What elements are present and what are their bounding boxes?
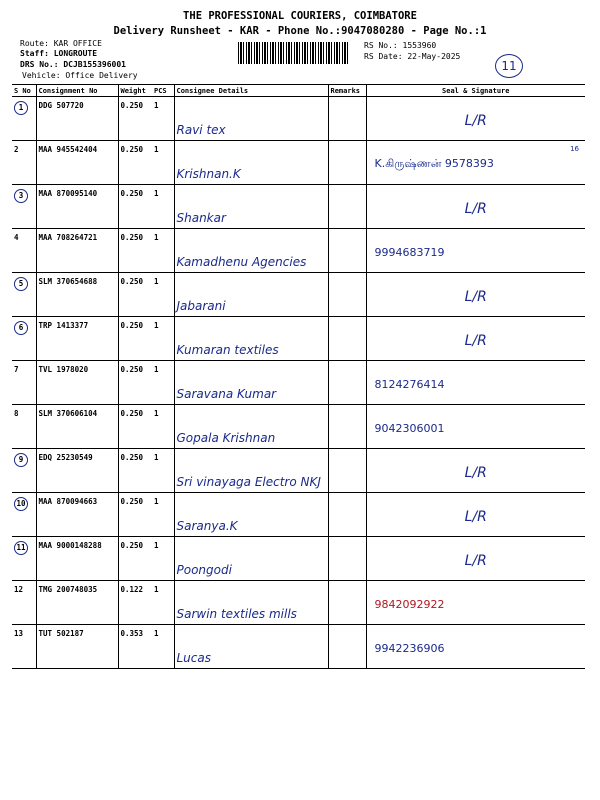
cell-weight — [118, 405, 152, 449]
cell-sno — [12, 493, 36, 537]
cell-weight — [118, 317, 152, 361]
cell-weight — [118, 449, 152, 493]
table-row — [12, 405, 585, 449]
cell-weight — [118, 581, 152, 625]
cell-weight-text: 0.250 — [120, 189, 144, 198]
cell-consignee — [174, 229, 328, 273]
cell-signature-text: 9994683719 — [374, 246, 445, 259]
cell-signature-text: 8124276414 — [374, 378, 445, 391]
cell-pcs — [152, 229, 174, 273]
cell-consignment-text: MAA 9000148288 — [38, 541, 102, 550]
cell-pcs — [152, 361, 174, 405]
cell-signature-text: L/R — [464, 508, 487, 525]
cell-pcs-text: 1 — [154, 497, 159, 506]
cell-sno — [12, 537, 36, 581]
cell-consignment-text: MAA 708264721 — [38, 233, 98, 242]
cell-signature — [366, 625, 585, 669]
cell-weight-text: 0.250 — [120, 365, 144, 374]
cell-signature — [366, 493, 585, 537]
table-row — [12, 185, 585, 229]
cell-consignee-text: Shankar — [176, 211, 226, 225]
cell-pcs-text: 1 — [154, 321, 159, 330]
cell-remarks — [328, 97, 366, 141]
cell-sno — [12, 625, 36, 669]
cell-consignment — [36, 625, 118, 669]
cell-signature-text: 9842092922 — [374, 598, 445, 611]
col-header-remarks: Remarks — [328, 85, 366, 97]
cell-signature-text: K.கிருஷ்ணன் 9578393 — [374, 157, 494, 170]
cell-weight-text: 0.250 — [120, 277, 144, 286]
cell-consignment — [36, 141, 118, 185]
cell-weight-text: 0.250 — [120, 541, 144, 550]
cell-sno — [12, 97, 36, 141]
cell-signature — [366, 141, 585, 185]
cell-signature — [366, 581, 585, 625]
cell-weight-text: 0.250 — [120, 145, 144, 154]
col-header-consignee: Consignee Details — [174, 85, 328, 97]
cell-consignee-text: Kumaran textiles — [176, 343, 279, 357]
cell-pcs-text: 1 — [154, 189, 159, 198]
cell-pcs-text: 1 — [154, 585, 159, 594]
cell-remarks — [328, 361, 366, 405]
staff-label: Staff: LONGROUTE — [20, 49, 98, 58]
cell-weight-text: 0.250 — [120, 101, 144, 110]
cell-consignment-text: DDG 507720 — [38, 101, 84, 110]
cell-remarks — [328, 537, 366, 581]
cell-pcs — [152, 141, 174, 185]
cell-consignment-text: EDQ 25230549 — [38, 453, 93, 462]
cell-signature — [366, 229, 585, 273]
cell-consignee — [174, 493, 328, 537]
cell-signature-text: L/R — [464, 288, 487, 305]
serial-number: 3 — [14, 189, 28, 203]
cell-consignee — [174, 273, 328, 317]
cell-consignment — [36, 361, 118, 405]
serial-number: 5 — [14, 277, 28, 291]
table-row — [12, 229, 585, 273]
table-row — [12, 625, 585, 669]
cell-consignee — [174, 405, 328, 449]
cell-consignment-text: MAA 870094663 — [38, 497, 98, 506]
table-header-row — [12, 85, 585, 97]
cell-pcs-text: 1 — [154, 101, 159, 110]
cell-weight-text: 0.250 — [120, 453, 144, 462]
cell-signature-text: L/R — [464, 200, 487, 217]
serial-number: 10 — [14, 497, 28, 511]
cell-consignee — [174, 449, 328, 493]
cell-sno — [12, 449, 36, 493]
cell-pcs-text: 1 — [154, 409, 159, 418]
cell-weight — [118, 493, 152, 537]
cell-signature — [366, 97, 585, 141]
table-row — [12, 141, 585, 185]
cell-pcs-text: 1 — [154, 629, 159, 638]
cell-weight-text: 0.250 — [120, 321, 144, 330]
cell-remarks — [328, 493, 366, 537]
serial-number: 12 — [14, 585, 24, 594]
cell-pcs-text: 1 — [154, 145, 159, 154]
cell-consignment — [36, 229, 118, 273]
table-row — [12, 97, 585, 141]
barcode — [238, 42, 350, 64]
cell-pcs-text: 1 — [154, 453, 159, 462]
serial-number: 13 — [14, 629, 24, 638]
vehicle-label: Vehicle: Office Delivery — [22, 71, 138, 80]
cell-signature — [366, 273, 585, 317]
cell-consignee — [174, 537, 328, 581]
cell-weight — [118, 537, 152, 581]
cell-weight — [118, 273, 152, 317]
table-row — [12, 273, 585, 317]
col-header-pcs: PCS — [152, 85, 174, 97]
cell-pcs-text: 1 — [154, 277, 159, 286]
col-header-consignment: Consignment No — [36, 85, 118, 97]
cell-consignment-text: SLM 370654688 — [38, 277, 98, 286]
cell-consignment — [36, 97, 118, 141]
rs-date: RS Date: 22-May-2025 — [364, 52, 461, 61]
cell-signature — [366, 185, 585, 229]
cell-weight-text: 0.250 — [120, 233, 144, 242]
cell-consignee — [174, 97, 328, 141]
serial-number: 8 — [14, 409, 19, 418]
cell-weight — [118, 229, 152, 273]
cell-signature — [366, 537, 585, 581]
cell-consignee — [174, 317, 328, 361]
cell-consignment — [36, 185, 118, 229]
cell-consignee — [174, 141, 328, 185]
table-row — [12, 493, 585, 537]
cell-sno — [12, 141, 36, 185]
cell-remarks — [328, 625, 366, 669]
cell-weight — [118, 625, 152, 669]
cell-consignee-text: Saranya.K — [176, 519, 238, 533]
cell-consignee-text: Gopala Krishnan — [176, 431, 276, 445]
cell-remarks — [328, 449, 366, 493]
cell-consignee — [174, 185, 328, 229]
cell-signature-text: 9042306001 — [374, 422, 445, 435]
cell-sno — [12, 229, 36, 273]
cell-consignment — [36, 405, 118, 449]
cell-weight-text: 0.250 — [120, 409, 144, 418]
cell-remarks — [328, 273, 366, 317]
cell-signature-text: L/R — [464, 552, 487, 569]
document-subtitle: Delivery Runsheet - KAR - Phone No.:9047080280 - Page No.:1 — [113, 25, 487, 37]
cell-signature — [366, 405, 585, 449]
cell-consignment — [36, 449, 118, 493]
signature-superscript: 16 — [570, 145, 579, 153]
cell-consignee-text: Kamadhenu Agencies — [176, 255, 307, 269]
cell-remarks — [328, 317, 366, 361]
cell-pcs — [152, 493, 174, 537]
serial-number: 1 — [14, 101, 28, 115]
col-header-weight: Weight — [118, 85, 152, 97]
cell-pcs — [152, 449, 174, 493]
rs-number: RS No.: 1553960 — [364, 41, 437, 50]
cell-weight-text: 0.250 — [120, 497, 144, 506]
cell-consignee — [174, 581, 328, 625]
serial-number: 11 — [14, 541, 28, 555]
document-title: THE PROFESSIONAL COURIERS, COIMBATORE — [183, 10, 417, 22]
cell-weight-text: 0.353 — [120, 629, 144, 638]
cell-consignee-text: Sarwin textiles mills — [176, 607, 297, 621]
cell-consignee-text: Ravi tex — [176, 123, 226, 137]
runsheet-table — [12, 84, 585, 669]
cell-signature-text: L/R — [464, 112, 487, 129]
cell-pcs — [152, 273, 174, 317]
cell-consignee-text: Poongodi — [176, 563, 232, 577]
cell-sno — [12, 361, 36, 405]
cell-pcs — [152, 97, 174, 141]
route-label: Route: KAR OFFICE — [20, 39, 102, 48]
cell-consignee — [174, 625, 328, 669]
cell-consignment-text: TMG 200748035 — [38, 585, 98, 594]
cell-sno — [12, 317, 36, 361]
cell-remarks — [328, 581, 366, 625]
col-header-sno: S No — [12, 85, 36, 97]
cell-sno — [12, 185, 36, 229]
cell-sno — [12, 405, 36, 449]
table-row — [12, 537, 585, 581]
col-header-signature: Seal & Signature — [366, 85, 585, 97]
cell-pcs-text: 1 — [154, 365, 159, 374]
serial-number: 7 — [14, 365, 19, 374]
cell-pcs — [152, 537, 174, 581]
cell-signature-text: L/R — [464, 464, 487, 481]
table-row — [12, 361, 585, 405]
cell-sno — [12, 273, 36, 317]
handwritten-circle-mark: 11 — [495, 54, 523, 78]
cell-consignee-text: Jabarani — [176, 299, 226, 313]
cell-consignment-text: MAA 945542404 — [38, 145, 98, 154]
cell-consignment-text: TVL 1978020 — [38, 365, 89, 374]
cell-consignee-text: Sri vinayaga Electro NKJ — [176, 475, 321, 489]
cell-signature-text: L/R — [464, 332, 487, 349]
cell-consignee — [174, 361, 328, 405]
cell-weight — [118, 141, 152, 185]
cell-pcs-text: 1 — [154, 233, 159, 242]
cell-weight — [118, 361, 152, 405]
cell-pcs — [152, 317, 174, 361]
table-row — [12, 449, 585, 493]
cell-consignment-text: SLM 370606104 — [38, 409, 98, 418]
cell-consignment — [36, 581, 118, 625]
cell-consignee-text: Lucas — [176, 651, 211, 665]
cell-pcs — [152, 581, 174, 625]
cell-signature-text: 9942236906 — [374, 642, 445, 655]
cell-consignment — [36, 317, 118, 361]
cell-consignment-text: TUT 502187 — [38, 629, 84, 638]
cell-signature — [366, 317, 585, 361]
cell-pcs — [152, 405, 174, 449]
serial-number: 9 — [14, 453, 28, 467]
cell-pcs — [152, 185, 174, 229]
cell-weight — [118, 97, 152, 141]
cell-consignee-text: Krishnan.K — [176, 167, 241, 181]
cell-consignment — [36, 493, 118, 537]
cell-consignment-text: MAA 870095140 — [38, 189, 98, 198]
cell-remarks — [328, 141, 366, 185]
cell-remarks — [328, 229, 366, 273]
cell-signature — [366, 361, 585, 405]
cell-weight-text: 0.122 — [120, 585, 144, 594]
cell-consignee-text: Saravana Kumar — [176, 387, 277, 401]
cell-pcs-text: 1 — [154, 541, 159, 550]
cell-consignment-text: TRP 1413377 — [38, 321, 89, 330]
cell-sno — [12, 581, 36, 625]
cell-signature — [366, 449, 585, 493]
serial-number: 4 — [14, 233, 19, 242]
serial-number: 6 — [14, 321, 28, 335]
cell-remarks — [328, 185, 366, 229]
drs-number: DRS No.: DCJB155396001 — [20, 60, 126, 69]
cell-pcs — [152, 625, 174, 669]
cell-weight — [118, 185, 152, 229]
cell-remarks — [328, 405, 366, 449]
table-row — [12, 581, 585, 625]
table-row — [12, 317, 585, 361]
cell-consignment — [36, 537, 118, 581]
cell-consignment — [36, 273, 118, 317]
serial-number: 2 — [14, 145, 19, 154]
